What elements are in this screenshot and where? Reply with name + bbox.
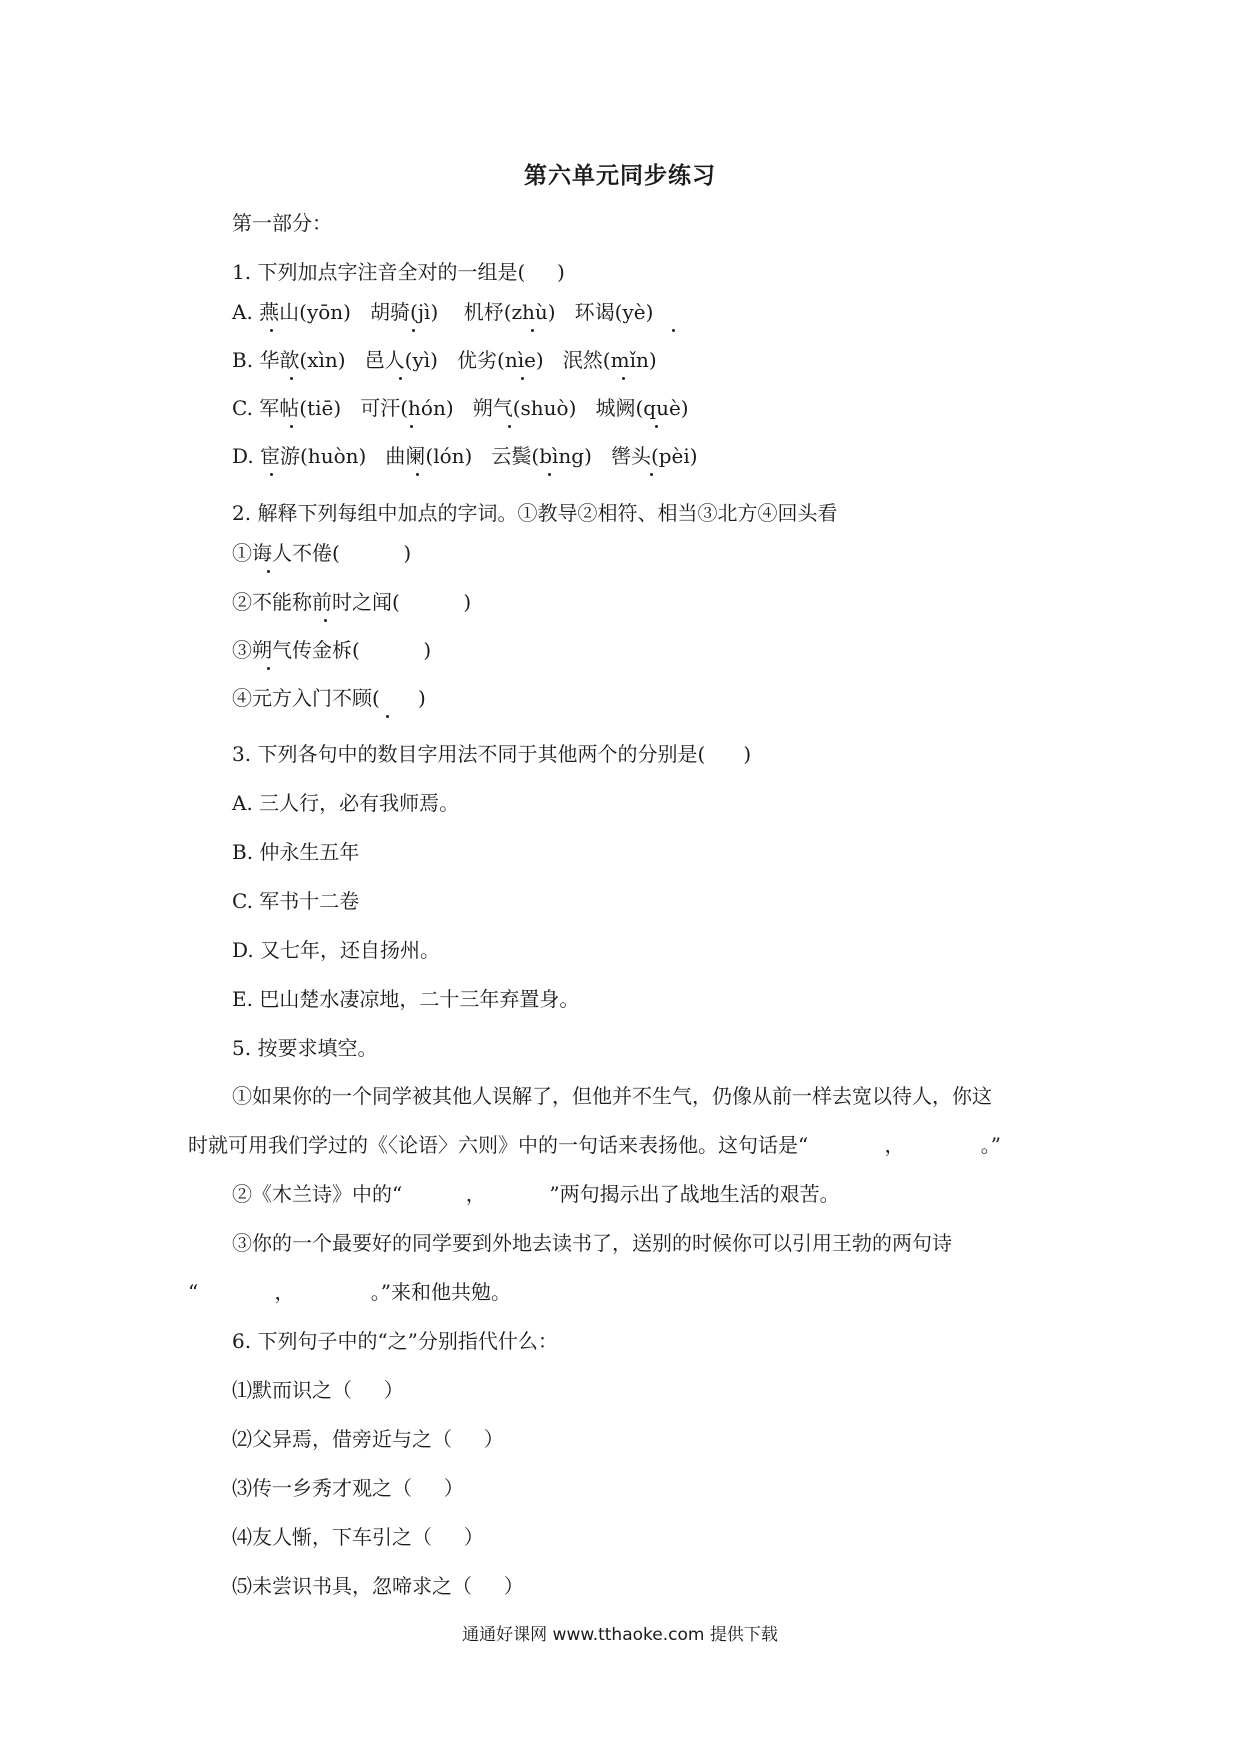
emphasis-dot (290, 425, 293, 428)
emphasis-dot (531, 329, 534, 332)
emphasis-dot (386, 715, 389, 718)
emphasis-dot (521, 377, 524, 380)
emphasis-dot (672, 329, 675, 332)
question-6-item-3: ⑶传一乡秀才观之（ ） (232, 1476, 464, 1500)
emphasis-dot (508, 425, 511, 428)
question-3-stem: 3. 下列各句中的数目字用法不同于其他两个的分别是( ) (232, 742, 752, 766)
question-5-item-3-line-2: “ ， 。”来和他共勉。 (188, 1280, 512, 1304)
question-3-option-c: C. 军书十二卷 (232, 889, 360, 913)
question-5-item-3-line-1: ③你的一个最要好的同学要到外地去读书了，送别的时候你可以引用王勃的两句诗 (232, 1231, 952, 1255)
question-5-item-1-line-2: 时就可用我们学过的《〈论语〉六则》中的一句话来表扬他。这句话是“ ， 。” (188, 1133, 1002, 1157)
question-2-item-1: ①诲人不倦( ) (232, 541, 412, 565)
emphasis-dot (410, 425, 413, 428)
emphasis-dot (270, 329, 273, 332)
emphasis-dot (650, 473, 653, 476)
question-6-item-5: ⑸未尝识书具，忽啼求之（ ） (232, 1574, 524, 1598)
question-5-item-2: ②《木兰诗》中的“ ， ”两句揭示出了战地生活的艰苦。 (232, 1182, 840, 1206)
section-heading: 第一部分： (232, 211, 332, 235)
question-2-item-3: ③朔气传金柝( ) (232, 638, 432, 662)
emphasis-dot (399, 377, 402, 380)
page-title: 第六单元同步练习 (524, 163, 716, 189)
question-1-stem: 1. 下列加点字注音全对的一组是( ) (232, 260, 565, 284)
emphasis-dot (290, 377, 293, 380)
question-1-option-b: B. 华歆(xìn) 邑人(yì) 优劣(nìe) 泯然(mǐn) (232, 348, 657, 372)
emphasis-dot (412, 329, 415, 332)
question-3-option-d: D. 又七年，还自扬州。 (232, 938, 441, 962)
question-5-stem: 5. 按要求填空。 (232, 1036, 378, 1060)
emphasis-dot (622, 377, 625, 380)
question-3-option-b: B. 仲永生五年 (232, 840, 360, 864)
question-2-stem: 2. 解释下列每组中加点的字词。①教导②相符、相当③北方④回头看 (232, 501, 838, 525)
emphasis-dot (416, 473, 419, 476)
question-1-option-c: C. 军帖(tiē) 可汗(hón) 朔气(shuò) 城阙(què) (232, 396, 689, 420)
question-6-item-4: ⑷友人惭，下车引之（ ） (232, 1525, 484, 1549)
question-2-item-4: ④元方入门不顾( ) (232, 686, 426, 710)
emphasis-dot (655, 425, 658, 428)
question-6-stem: 6. 下列句子中的“之”分别指代什么： (232, 1329, 558, 1353)
question-1-option-a: A. 燕山(yōn) 胡骑(jì) 机杼(zhù) 环谒(yè) (232, 300, 654, 324)
question-1-option-d: D. 宦游(huòn) 曲阑(lón) 云鬓(bìng) 辔头(pèi) (232, 444, 698, 468)
question-6-item-1: ⑴默而识之（ ） (232, 1378, 404, 1402)
question-3-option-a: A. 三人行，必有我师焉。 (232, 791, 460, 815)
emphasis-dot (324, 619, 327, 622)
question-3-option-e: E. 巴山楚水凄凉地，二十三年弃置身。 (232, 987, 580, 1011)
emphasis-dot (548, 473, 551, 476)
footer-credit: 通通好课网 www.tthaoke.com 提供下载 (462, 1625, 778, 1645)
emphasis-dot (270, 473, 273, 476)
question-6-item-2: ⑵父异焉，借旁近与之（ ） (232, 1427, 504, 1451)
emphasis-dot (267, 570, 270, 573)
emphasis-dot (267, 667, 270, 670)
question-2-item-2: ②不能称前时之闻( ) (232, 590, 472, 614)
question-5-item-1-line-1: ①如果你的一个同学被其他人误解了，但他并不生气，仍像从前一样去宽以待人，你这 (232, 1084, 992, 1108)
